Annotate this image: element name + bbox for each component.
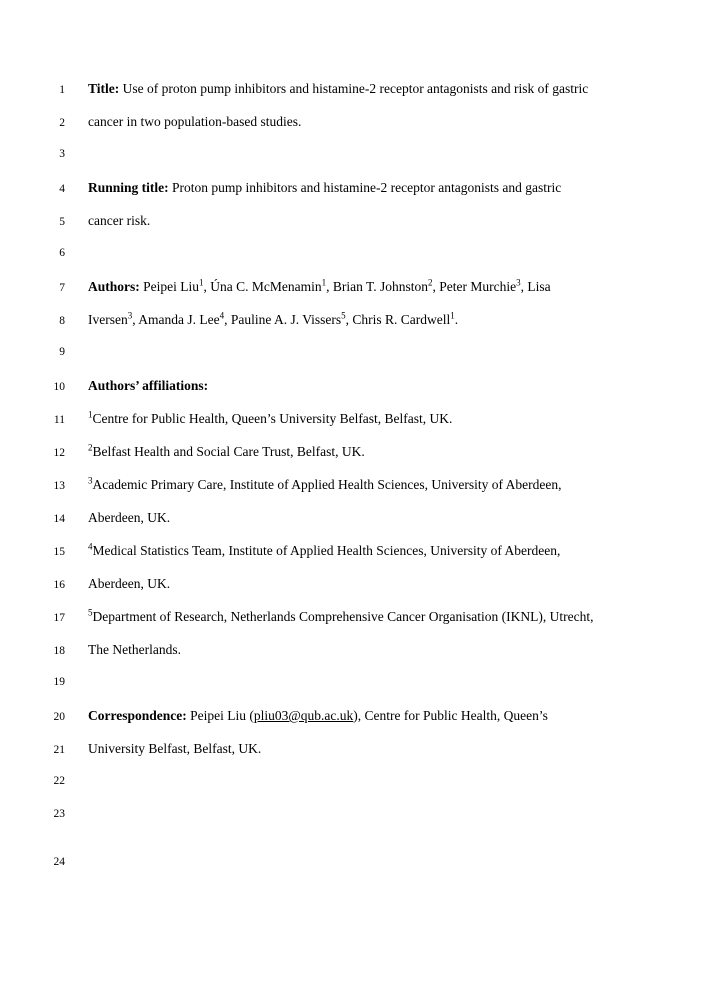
line-text — [88, 369, 208, 402]
line-text — [88, 633, 181, 666]
text-segment: Iversen — [88, 312, 128, 327]
line-number: 15 — [53, 546, 65, 558]
manuscript-line — [0, 534, 707, 567]
text-segment: Peipei Liu ( — [186, 708, 254, 723]
manuscript-line — [0, 600, 707, 633]
superscript-affiliation-marker: 3 — [88, 475, 93, 486]
text-segment: , Pauline A. J. Vissers — [224, 312, 342, 327]
line-number: 5 — [59, 216, 65, 228]
text-segment: cancer risk. — [88, 213, 151, 228]
superscript-affiliation-marker: 2 — [88, 442, 93, 453]
line-number: 8 — [59, 315, 65, 327]
manuscript-line — [0, 237, 707, 270]
section-label: Authors: — [88, 279, 140, 294]
manuscript-line — [0, 369, 707, 402]
line-number: 2 — [59, 117, 65, 129]
superscript-affiliation-marker: 1 — [88, 409, 93, 420]
text-segment: Medical Statistics Team, Institute of Applied Health Sciences, University of Aberdeen, — [92, 543, 561, 558]
line-number: 11 — [53, 414, 65, 426]
manuscript-line — [0, 732, 707, 765]
line-number: 9 — [59, 346, 65, 358]
line-number: 1 — [59, 84, 65, 96]
line-number: 12 — [53, 447, 65, 459]
line-text — [88, 732, 261, 765]
text-segment: Use of proton pump inhibitors and histamine-2 receptor antagonists and risk of gastric — [119, 81, 589, 96]
line-number: 18 — [53, 645, 65, 657]
line-number: 6 — [59, 247, 65, 259]
section-label: Correspondence: — [88, 708, 187, 723]
manuscript-line — [0, 765, 707, 798]
text-segment: , Chris R. Cardwell — [345, 312, 451, 327]
superscript-affiliation-marker: 5 — [88, 607, 93, 618]
line-text — [88, 600, 593, 633]
manuscript-line — [0, 72, 707, 105]
superscript-affiliation-marker: 5 — [341, 310, 346, 321]
manuscript-line — [0, 567, 707, 600]
text-segment: ), Centre for Public Health, Queen’s — [353, 708, 548, 723]
text-segment: Proton pump inhibitors and histamine-2 receptor antagonists and gastric — [168, 180, 562, 195]
text-segment: , Peter Murchie — [432, 279, 517, 294]
line-number: 7 — [59, 282, 65, 294]
superscript-affiliation-marker: 1 — [321, 277, 327, 288]
manuscript-line — [0, 171, 707, 204]
line-text — [88, 72, 588, 105]
line-text — [88, 468, 562, 501]
superscript-affiliation-marker: 3 — [127, 310, 133, 321]
manuscript-line — [0, 402, 707, 435]
superscript-affiliation-marker: 4 — [88, 541, 93, 552]
text-segment: Department of Research, Netherlands Comprehensive Cancer Organisation (IKNL), Utrecht, — [92, 609, 594, 624]
manuscript-line — [0, 336, 707, 369]
text-segment: . — [454, 312, 459, 327]
line-number: 22 — [53, 775, 65, 787]
superscript-affiliation-marker: 1 — [450, 310, 455, 321]
line-number: 17 — [53, 612, 65, 624]
line-number: 19 — [53, 676, 65, 688]
text-segment: , Brian T. Johnston — [326, 279, 429, 294]
line-number: 3 — [59, 148, 65, 160]
text-segment: Academic Primary Care, Institute of Applied Health Sciences, University of Aberdeen, — [92, 477, 562, 492]
text-segment: cancer in two population-based studies. — [88, 114, 302, 129]
line-text — [88, 270, 551, 303]
section-label: Authors’ affiliations: — [88, 378, 209, 393]
manuscript-line — [0, 501, 707, 534]
text-segment: University Belfast, Belfast, UK. — [88, 741, 262, 756]
line-number: 13 — [53, 480, 65, 492]
line-text — [88, 567, 170, 600]
line-text — [88, 402, 452, 435]
line-number: 4 — [59, 183, 65, 195]
superscript-affiliation-marker: 4 — [219, 310, 225, 321]
superscript-affiliation-marker: 2 — [428, 277, 433, 288]
line-number: 21 — [53, 744, 65, 756]
manuscript-line — [0, 633, 707, 666]
manuscript-line — [0, 270, 707, 303]
text-segment: , Amanda J. Lee — [132, 312, 220, 327]
manuscript-line — [0, 666, 707, 699]
line-text — [88, 699, 548, 732]
text-segment: Aberdeen, UK. — [88, 510, 171, 525]
manuscript-line — [0, 798, 707, 831]
line-number: 20 — [53, 711, 65, 723]
manuscript-line — [0, 138, 707, 171]
line-text — [88, 534, 560, 567]
superscript-affiliation-marker: 3 — [516, 277, 521, 288]
manuscript-line — [0, 105, 707, 138]
manuscript-line — [0, 303, 707, 336]
email-link[interactable]: pliu03@qub.ac.uk — [253, 708, 354, 723]
section-label: Title: — [88, 81, 120, 96]
manuscript-line — [0, 699, 707, 732]
line-number: 14 — [53, 513, 65, 525]
manuscript-line — [0, 435, 707, 468]
line-number: 24 — [53, 856, 65, 868]
line-text — [88, 204, 150, 237]
manuscript-lines — [0, 72, 707, 879]
manuscript-line — [0, 468, 707, 501]
manuscript-line — [0, 846, 707, 879]
line-text — [88, 105, 301, 138]
text-segment: Aberdeen, UK. — [88, 576, 171, 591]
text-segment: Peipei Liu — [139, 279, 200, 294]
text-segment: The Netherlands. — [88, 642, 181, 657]
line-number: 10 — [53, 381, 65, 393]
section-label: Running title: — [88, 180, 169, 195]
superscript-affiliation-marker: 1 — [199, 277, 204, 288]
line-text — [88, 501, 170, 534]
line-number: 23 — [53, 808, 65, 820]
line-text — [88, 303, 458, 336]
text-segment: Centre for Public Health, Queen’s University Belfast, Belfast, UK. — [92, 411, 453, 426]
manuscript-line — [0, 204, 707, 237]
line-text — [88, 171, 561, 204]
line-text — [88, 435, 365, 468]
text-segment: , Úna C. McMenamin — [203, 279, 322, 294]
text-segment: , Lisa — [520, 279, 551, 294]
line-number: 16 — [53, 579, 65, 591]
text-segment: Belfast Health and Social Care Trust, Belfast, UK. — [92, 444, 365, 459]
